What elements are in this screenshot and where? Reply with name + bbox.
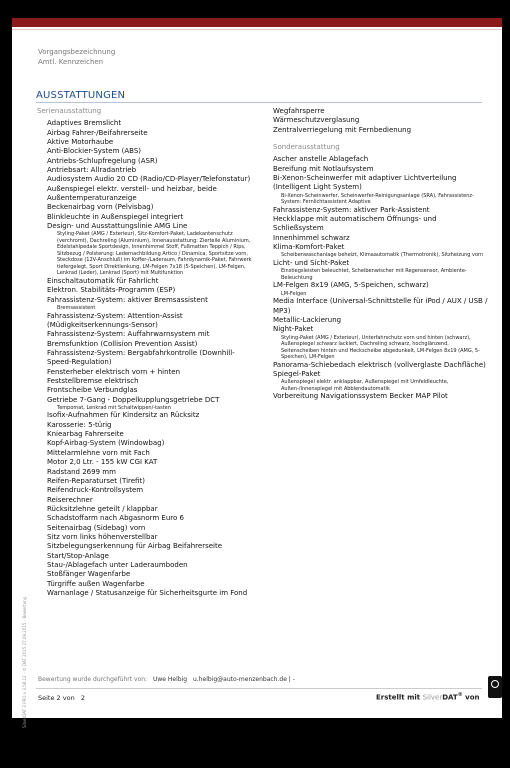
- right-entries-item-detail: Scheibenwaschanlage beheizt, Klimaautomatik (Thermotronik), Sitzheizung vorn: [281, 252, 484, 259]
- created-with-label: Erstellt mit: [376, 693, 421, 702]
- left-entries-item: Antriebs-Schlupfregelung (ASR): [47, 156, 158, 165]
- right-entries-item-detail: Einstiegsleisten beleuchtet, Scheibenwischer mit Regensensor, Ambiente-Beleuchtung: [281, 268, 467, 281]
- document-header: [38, 47, 115, 67]
- left-entries-item-detail: Bremsassistent: [57, 305, 96, 311]
- right-entries-item-detail: LM-Felgen: [281, 290, 307, 297]
- left-entries-item: Audiosystem Audio 20 CD (Radio/CD-Player/Telefonstatur): [47, 175, 251, 184]
- serienausstattung-continued-list: [273, 107, 488, 135]
- left-entries-item: Sitzbelegungserkennung für Airbag Beifahrerseite: [47, 542, 223, 551]
- right-column: [273, 107, 488, 402]
- brand-registered: ®: [457, 692, 463, 698]
- left-entries-item: Rücksitzlehne geteilt / klappbar: [47, 504, 158, 513]
- right-top_entries-item: Wegfahrsperre: [273, 107, 325, 115]
- right-entries-item: Panorama-Schiebedach elektrisch (vollverglaste Dachfläche): [273, 360, 486, 369]
- left-entries-item: Start/Stop-Anlage: [47, 551, 109, 560]
- left-entries-item: Reiserechner: [47, 495, 93, 504]
- evaluator-label: Bewertung wurde durchgeführt von:: [38, 676, 148, 683]
- left-entries-item: Beckenairbag vorn (Pelvisbag): [47, 203, 154, 212]
- sonderausstattung-heading: Sonderausstattung: [273, 143, 340, 152]
- right-entries-item: Spiegel-Paket: [273, 369, 321, 378]
- left-entries-item: Reifen-Reparaturset (Tirefit): [47, 476, 145, 485]
- left-entries-item: Schadstoffarm nach Abgasnorm Euro 6: [47, 514, 184, 523]
- right-entries-item: Media Interface (Universal-Schnittstelle für iPod / AUX / USB / MP3): [273, 297, 488, 315]
- top-divider: [12, 29, 502, 30]
- left-entries-item: Radstand 2699 mm: [47, 467, 116, 476]
- left-entries-item: Karosserie: 5-türig: [47, 420, 112, 429]
- right-entries-item: Klima-Komfort-Paket: [273, 243, 345, 252]
- left-entries-item: Stoßfänger Wagenfarbe: [47, 570, 131, 579]
- left-entries-item: Antriebsart: Allradantrieb: [47, 166, 137, 175]
- brand-silver: Silver: [422, 693, 443, 702]
- brand-dat: DAT: [442, 693, 458, 702]
- serienausstattung-list: [37, 119, 257, 598]
- left-entries-item: Isofix-Aufnahmen für Kindersitz an Rücksitz: [47, 411, 200, 420]
- page-number: Seite 2 von 2: [38, 694, 86, 702]
- evaluator-name: Uwe Helbig: [153, 676, 188, 683]
- left-entries-item: Außenspiegel elektr. verstell- und heizbar, beide: [47, 184, 217, 193]
- left-entries-item: Kniearbag Fahrerseite: [47, 430, 124, 439]
- left-entries-item: Feststellbremse elektrisch: [47, 376, 139, 385]
- kennzeichen-label: Amtl. Kennzeichen: [38, 58, 104, 66]
- left-entries-item: Sitz vorn links höhenverstellbar: [47, 532, 158, 541]
- footer-divider: [36, 688, 482, 689]
- left-entries-item: Mittelarmlehne vorn mit Fach: [47, 448, 150, 457]
- left-entries-item: Fahrassistenz-System: Bergabfahrkontrolle (Downhill-Speed-Regulation): [47, 348, 235, 367]
- created-with-brand: [376, 692, 480, 701]
- right-entries-item-detail: Styling-Paket (AMG / Exterieur), Unterfahrschutz vorn und hinten (schwarz), Außenspiegel schwarz lackiert, Dachreling schwarz, hochglänzend, Seitenscheiben hinten und Heckscheibe abgedunkelt, LM-Felgen 8x19 (AMG, 5-Speichen), LM-Felgen: [281, 334, 480, 361]
- left-entries-item: Stau-/Ablagefach unter Laderaumboden: [47, 560, 188, 569]
- brand-von: von: [465, 693, 480, 702]
- document-page: [12, 18, 502, 728]
- right-entries-item-detail: Bi-Xenon-Scheinwerfer, Scheinwerfer-Reinigungsanlage (SRA), Fahrassistenz-System: Fernlichtassistent Adaptive: [281, 192, 474, 206]
- right-entries-item: Licht- und Sicht-Paket: [273, 258, 350, 267]
- left-entries-item: Warnanlage / Statusanzeige für Sicherheitsgurte im Fond: [47, 588, 248, 597]
- left-entries-item: Reifendruck-Kontrollsystem: [47, 486, 144, 495]
- left-entries-item-detail: Styling-Paket (AMG / Exterieur), Sitz-Komfort-Paket, Ladekantenschutz (verchromt), Dachreling (Aluminium), Innenausstattung: Zierteile Aluminium, Edelstahlpedale Sportdesign, Innenhimmel Stoff, Fußmatten Teppich / Rips, Sitzbezug / Polsterung: Ledernachbildung Artico / Dinamica, Sportsitze vorn, Steckdose (12V-Anschluß) im Koffer-/Laderaum, Fahrdynamik-Paket, Fahrwerk tiefergelegt, Sport Direktlenkung, LM-Felgen 7x18 (5-Speichen), LM-Felgen, Lenkrad (Leder), Lenkrad (Sport) mit Multifunktion: [57, 231, 252, 277]
- left-entries-item: Frontscheibe Verbundglas: [47, 386, 138, 395]
- sonderausstattung-list: [273, 155, 488, 401]
- right-entries-item: Vorbereitung Navigationssystem Becker MAP Pilot: [273, 392, 448, 401]
- right-top_entries-item: Wärmeschutzverglasung: [273, 116, 360, 125]
- left-entries-item: Türgriffe außen Wagenfarbe: [47, 579, 145, 588]
- left-entries-item: Adaptives Bremslicht: [47, 119, 122, 128]
- right-entries-item: Heckklappe mit automatischem Öffnungs- und Schließsystem: [273, 215, 437, 233]
- left-entries-item: Einschaltautomatik für Fahrlicht: [47, 276, 159, 285]
- right-entries-item: Metallic-Lackierung: [273, 315, 342, 324]
- right-entries-item: Innenhimmel schwarz: [273, 233, 350, 242]
- right-top_entries-item: Zentralverriegelung mit Fernbedienung: [273, 125, 412, 134]
- left-entries-item: Airbag Fahrer-/Beifahrerseite: [47, 128, 148, 137]
- right-entries-item: Night-Paket: [273, 325, 314, 334]
- left-entries-item: Fensterheber elektrisch vorn + hinten: [47, 367, 181, 376]
- left-entries-item: Fahrassistenz-System: Auffahrwarnsystem mit Bremsfunktion (Collision Prevention Assist): [47, 330, 210, 348]
- left-entries-item: Aktive Motorhaube: [47, 138, 114, 147]
- left-entries-item-detail: Tempomat, Lenkrad mit Schaltwippen/-tasten: [57, 404, 171, 411]
- section-divider: [36, 102, 482, 103]
- side-version-text: SilverDAT 3 PRO v 3.58.12 - © DAT 2015 27.09.2015 - Bewertung: [22, 596, 27, 728]
- left-entries-item: Kopf-Airbag-System (Windowbag): [47, 439, 165, 448]
- left-entries-item: Blinkleuchte in Außenspiegel integriert: [47, 212, 184, 221]
- left-entries-item: Motor 2,0 Ltr. - 155 kW CGI KAT: [47, 458, 158, 467]
- left-entries-item: Fahrassistenz-System: aktiver Bremsassistent: [47, 295, 208, 304]
- left-column: [37, 107, 257, 598]
- section-title: AUSSTATTUNGEN: [36, 90, 126, 101]
- right-entries-item-detail: Außenspiegel elektr. anklappbar, Außenspiegel mit Umfeldleuchte, Außen-/Innenspiegel mit Abblendautomatik: [281, 379, 449, 392]
- right-entries-item: LM-Felgen 8x19 (AMG, 5-Speichen, schwarz): [273, 281, 429, 290]
- right-entries-item: Ascher anstelle Ablagefach: [273, 155, 369, 164]
- left-entries-item: Elektron. Stabilitäts-Programm (ESP): [47, 286, 176, 295]
- serienausstattung-heading: Serienausstattung: [37, 107, 102, 115]
- vorgang-label: Vorgangsbezeichnung: [38, 48, 116, 56]
- evaluator-email[interactable]: u.helbig@auto-menzenbach.de | -: [192, 676, 295, 683]
- right-entries-item: Fahrassistenz-System: aktiver Park-Assistent: [273, 205, 430, 214]
- top-color-bar: [12, 18, 502, 27]
- left-entries-item: Design- und Ausstattungslinie AMG Line: [47, 222, 188, 231]
- left-entries-item: Fahrassistenz-System: Attention-Assist (Müdigkeitserkennungs-Sensor): [47, 311, 183, 329]
- right-entries-item: Bereifung mit Notlaufsystem: [273, 164, 374, 173]
- left-entries-item: Seitenairbag (Sidebag) vorn: [47, 523, 146, 532]
- footer-evaluator: [38, 676, 295, 683]
- left-entries-item: Außentemperaturanzeige: [47, 194, 137, 203]
- left-entries-item: Getriebe 7-Gang - Doppelkupplungsgetriebe DCT: [47, 395, 220, 404]
- right-entries-item: Bi-Xenon-Scheinwerfer mit adaptiver Lichtverteilung (Intelligent Light System): [273, 174, 457, 192]
- dealer-logo-icon: [488, 676, 502, 698]
- left-entries-item: Anti-Blockier-System (ABS): [47, 147, 142, 156]
